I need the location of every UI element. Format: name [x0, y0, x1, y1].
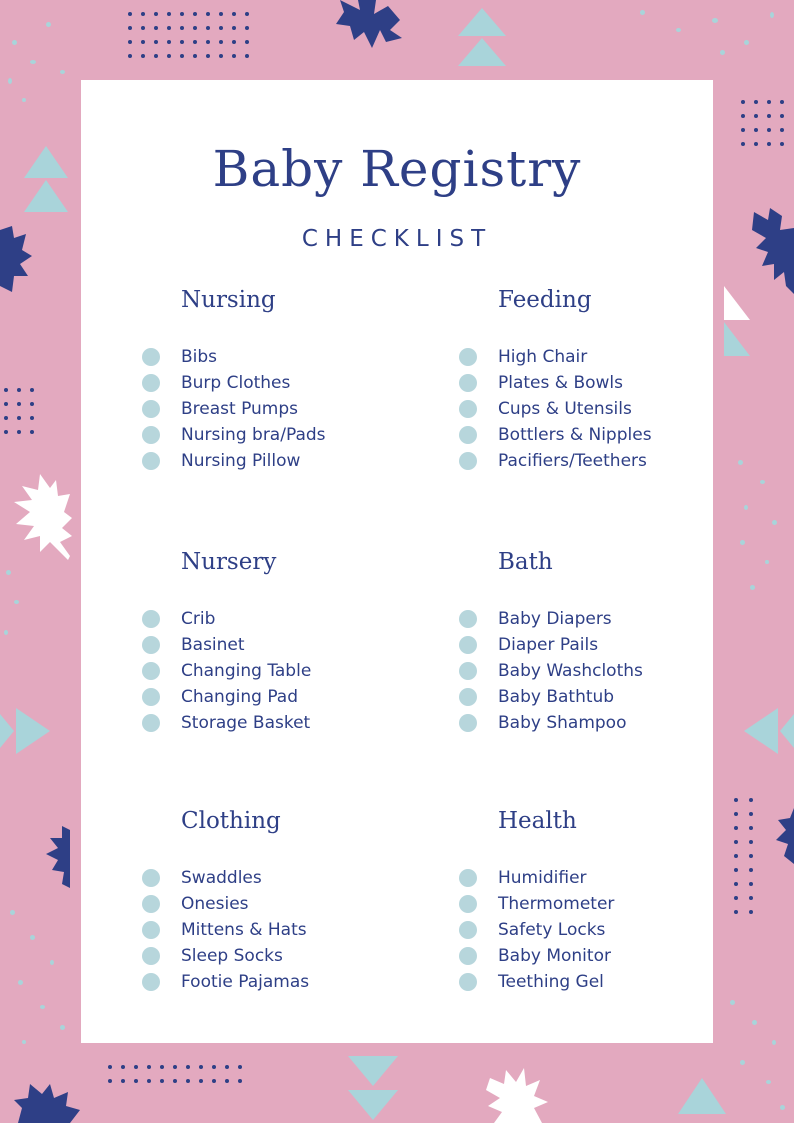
checkbox-circle-icon[interactable]	[142, 452, 160, 470]
triangle-pair-bottom	[346, 1054, 400, 1123]
checklist	[181, 606, 441, 736]
item-label: Baby Shampoo	[498, 713, 627, 733]
checkbox-circle-icon[interactable]	[459, 374, 477, 392]
checkbox-circle-icon[interactable]	[459, 662, 477, 680]
triangle-pair-top	[456, 6, 508, 68]
checkbox-circle-icon[interactable]	[142, 610, 160, 628]
item-label: Mittens & Hats	[181, 920, 307, 940]
list-item[interactable]	[498, 865, 758, 891]
checkbox-circle-icon[interactable]	[142, 426, 160, 444]
list-item[interactable]	[498, 943, 758, 969]
item-label: Thermometer	[498, 894, 615, 914]
section-health	[498, 807, 758, 995]
item-label: Nursing Pillow	[181, 451, 301, 471]
checkbox-circle-icon[interactable]	[142, 688, 160, 706]
white-leaf-left	[10, 472, 72, 562]
checkbox-circle-icon[interactable]	[459, 426, 477, 444]
item-label: Crib	[181, 609, 216, 629]
list-item[interactable]	[181, 448, 441, 474]
item-label: Bottlers & Nipples	[498, 425, 652, 445]
coral-leaf-left-bottom	[44, 826, 70, 890]
list-item[interactable]	[498, 969, 758, 995]
checkbox-circle-icon[interactable]	[459, 452, 477, 470]
list-item[interactable]	[181, 891, 441, 917]
checklist	[498, 344, 758, 474]
checkbox-circle-icon[interactable]	[142, 895, 160, 913]
item-label: Diaper Pails	[498, 635, 599, 655]
item-label: Changing Table	[181, 661, 312, 681]
checkbox-circle-icon[interactable]	[142, 973, 160, 991]
page-subtitle: CHECKLIST	[301, 226, 493, 252]
coral-leaf-top	[330, 0, 410, 50]
item-label: Humidifier	[498, 868, 587, 888]
list-item[interactable]	[181, 422, 441, 448]
checkbox-circle-icon[interactable]	[459, 947, 477, 965]
item-label: Basinet	[181, 635, 245, 655]
list-item[interactable]	[498, 344, 758, 370]
checkbox-circle-icon[interactable]	[142, 348, 160, 366]
list-item[interactable]	[498, 422, 758, 448]
checkbox-circle-icon[interactable]	[142, 921, 160, 939]
checklist	[181, 344, 441, 474]
checkbox-circle-icon[interactable]	[459, 348, 477, 366]
section-heading: Nursery	[181, 549, 277, 575]
item-label: Baby Monitor	[498, 946, 611, 966]
list-item[interactable]	[181, 684, 441, 710]
list-item[interactable]	[181, 606, 441, 632]
list-item[interactable]	[181, 943, 441, 969]
list-item[interactable]	[498, 606, 758, 632]
item-label: Nursing bra/Pads	[181, 425, 326, 445]
section-heading: Health	[498, 808, 577, 834]
item-label: Cups & Utensils	[498, 399, 632, 419]
checkbox-circle-icon[interactable]	[142, 947, 160, 965]
checkbox-circle-icon[interactable]	[459, 400, 477, 418]
list-item[interactable]	[181, 917, 441, 943]
list-item[interactable]	[498, 684, 758, 710]
checkbox-circle-icon[interactable]	[142, 662, 160, 680]
checkbox-circle-icon[interactable]	[142, 636, 160, 654]
checkbox-circle-icon[interactable]	[142, 869, 160, 887]
checklist	[498, 606, 758, 736]
item-label: Onesies	[181, 894, 249, 914]
checkbox-circle-icon[interactable]	[459, 921, 477, 939]
section-heading: Clothing	[181, 808, 281, 834]
checkbox-circle-icon[interactable]	[142, 400, 160, 418]
item-label: Burp Clothes	[181, 373, 291, 393]
checkbox-circle-icon[interactable]	[142, 374, 160, 392]
list-item[interactable]	[181, 710, 441, 736]
dot-grid-left	[4, 388, 43, 434]
checkbox-circle-icon[interactable]	[459, 714, 477, 732]
coral-leaf-right-bottom	[774, 808, 794, 864]
item-label: Storage Basket	[181, 713, 311, 733]
checkbox-circle-icon[interactable]	[459, 636, 477, 654]
checklist	[181, 865, 441, 995]
checkbox-circle-icon[interactable]	[459, 895, 477, 913]
dot-grid-bottom	[108, 1065, 251, 1083]
list-item[interactable]	[498, 658, 758, 684]
list-item[interactable]	[181, 396, 441, 422]
white-leaf-bottom	[486, 1066, 550, 1123]
item-label: Baby Bathtub	[498, 687, 615, 707]
checkbox-circle-icon[interactable]	[459, 869, 477, 887]
list-item[interactable]	[498, 710, 758, 736]
item-label: High Chair	[498, 347, 588, 367]
item-label: Bibs	[181, 347, 218, 367]
checkbox-circle-icon[interactable]	[459, 688, 477, 706]
section-heading: Feeding	[498, 287, 592, 313]
item-label: Baby Diapers	[498, 609, 612, 629]
checkbox-circle-icon[interactable]	[459, 973, 477, 991]
section-nursing	[181, 286, 441, 474]
triangle-bottom-right	[676, 1076, 728, 1116]
item-label: Changing Pad	[181, 687, 299, 707]
list-item[interactable]	[498, 370, 758, 396]
item-label: Sleep Socks	[181, 946, 283, 966]
list-item[interactable]	[498, 448, 758, 474]
section-heading: Nursing	[181, 287, 276, 313]
checklist	[498, 865, 758, 995]
section-clothing	[181, 807, 441, 995]
list-item[interactable]	[498, 891, 758, 917]
section-bath	[498, 548, 758, 736]
section-nursery	[181, 548, 441, 736]
item-label: Swaddles	[181, 868, 262, 888]
section-heading: Bath	[498, 549, 553, 575]
section-feeding	[498, 286, 758, 474]
dot-grid-top	[128, 12, 258, 58]
list-item[interactable]	[181, 658, 441, 684]
list-item[interactable]	[181, 969, 441, 995]
item-label: Plates & Bowls	[498, 373, 623, 393]
list-item[interactable]	[498, 917, 758, 943]
list-item[interactable]	[498, 632, 758, 658]
list-item[interactable]	[181, 865, 441, 891]
checkbox-circle-icon[interactable]	[142, 714, 160, 732]
triangle-arrow-left	[0, 704, 52, 758]
checkbox-circle-icon[interactable]	[459, 610, 477, 628]
item-label: Breast Pumps	[181, 399, 299, 419]
list-item[interactable]	[181, 344, 441, 370]
list-item[interactable]	[181, 632, 441, 658]
item-label: Safety Locks	[498, 920, 606, 940]
page-title: Baby Registry	[212, 140, 582, 198]
item-label: Footie Pajamas	[181, 972, 310, 992]
item-label: Teething Gel	[498, 972, 604, 992]
item-label: Baby Washcloths	[498, 661, 643, 681]
coral-leaf-bottom-left	[14, 1084, 80, 1123]
item-label: Pacifiers/Teethers	[498, 451, 647, 471]
list-item[interactable]	[498, 396, 758, 422]
list-item[interactable]	[181, 370, 441, 396]
